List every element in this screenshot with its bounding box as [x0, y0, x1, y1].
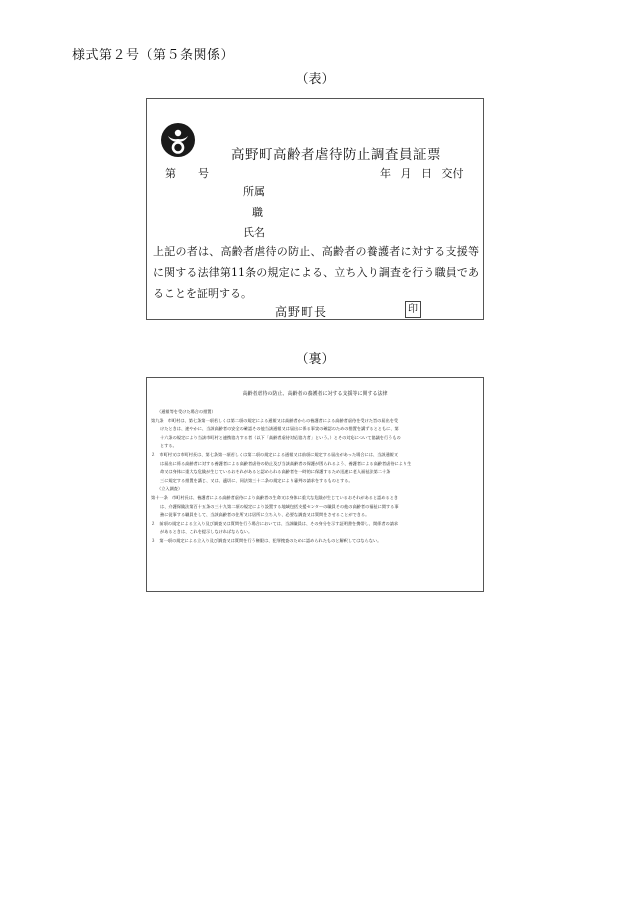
law-line: とする。 — [160, 443, 177, 449]
position-label: 職 — [252, 206, 263, 219]
front-side-label: （表） — [295, 72, 335, 87]
issuer-name: 高野町長 — [275, 305, 328, 319]
law-line: 第九条 市町村は、第七条第一項若しくは第二項の規定による通報又は高齢者からの養護者による高齢者虐待を受けた旨の届出を受 — [151, 417, 399, 423]
form-label: 様式第２号（第５条関係） — [72, 48, 235, 63]
back-side-label: （裏） — [295, 352, 335, 367]
law-text — [151, 408, 479, 546]
law-line: 命又は身体に重大な危険が生じているおそれがあると認められる高齢者を一時的に保護するため迅速に老人福祉法第二十条 — [160, 469, 391, 475]
law-line: があるときは、これを提示しなければならない。 — [160, 529, 253, 535]
certificate-back — [146, 377, 484, 592]
law-line: （通報等を受けた場合の措置） — [157, 409, 216, 414]
certificate-title: 高野町高齢者虐待防止調査員証票 — [231, 147, 441, 163]
law-line: （立入調査） — [157, 486, 183, 492]
issue-date-line: 年 月 日 交付 — [380, 167, 464, 180]
law-line: 三に規定する措置を講じ、又は、適切に、同法第三十二条の規定により審判の請求をするものとする。 — [160, 477, 353, 483]
law-line: 第十一条 市町村長は、養護者による高齢者虐待により高齢者の生命又は身体に重大な危険が生じているおそれがあると認めるとき — [151, 494, 399, 500]
law-line: 十六条の規定により当該市町村と連携協力する者（以下「高齢者虐待対応協力者」という。）とその対応について協議を行うもの — [160, 434, 401, 440]
law-line: ２ 前項の規定による立入り及び調査又は質問を行う場合においては、当該職員は、その身分を示す証明書を携帯し、関係者の請求 — [151, 520, 399, 526]
law-line: けたときは、速やかに、当該高齢者の安全の確認その他当該通報又は届出に係る事実の確認のための措置を講ずるとともに、第 — [160, 426, 399, 432]
certification-statement: 上記の者は、高齢者虐待の防止、高齢者の養護者に対する支援等に関する法律第11条の規定による、立ち入り調査を行う職員であることを証明する。 — [153, 245, 479, 300]
name-label: 氏名 — [243, 226, 265, 239]
number-prefix: 第 — [165, 167, 176, 180]
town-emblem-icon — [161, 123, 195, 157]
law-line: は、介護保険法第百十五条の三十九第二項の規定により設置する地域包括支援センターの職員その他の高齢者の福祉に関する事 — [160, 503, 399, 509]
law-line: ３ 第一項の規定による立入り及び調査又は質問を行う権限は、犯罪捜査のために認められたものと解釈してはならない。 — [151, 537, 382, 543]
law-line: ２ 市町村又は市町村長は、第七条第一項若しくは第二項の規定による通報又は前項に規定する届出があった場合には、当該通報又 — [151, 451, 399, 457]
law-line: 務に従事する職員をして、当該高齢者の住所又は居所に立ち入り、必要な調査又は質問をさせることができる。 — [160, 512, 370, 518]
law-line: は届出に係る高齢者に対する養護者による高齢者虐待の防止及び当該高齢者の保護が図られるよう、養護者による高齢者虐待により生 — [160, 460, 412, 466]
law-title: 高齢者虐待の防止、高齢者の養護者に対する支援等に関する法律 — [242, 391, 388, 397]
seal-mark: 印 — [405, 301, 421, 318]
certificate-front — [146, 98, 484, 320]
number-suffix: 号 — [198, 167, 209, 180]
affiliation-label: 所属 — [243, 185, 265, 198]
